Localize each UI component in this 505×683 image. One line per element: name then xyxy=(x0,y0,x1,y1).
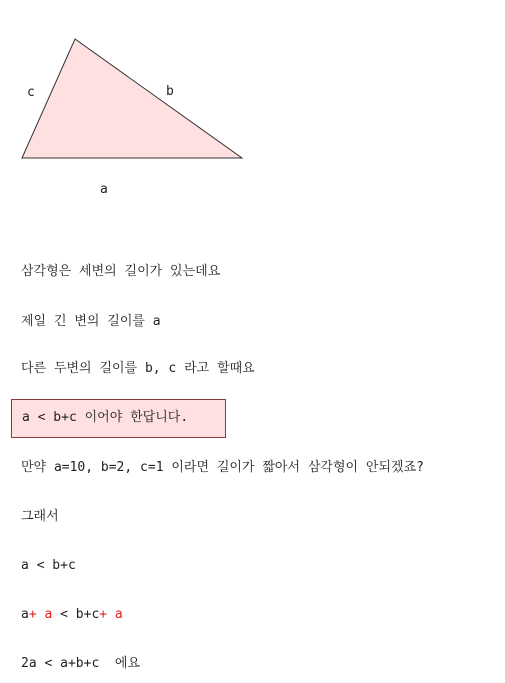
text-line-3: 다른 두변의 길이를 b, c 라고 할때요 xyxy=(21,361,255,376)
text-line-6: 그래서 xyxy=(21,509,59,524)
side-c-gap xyxy=(44,96,47,102)
text-line-8 xyxy=(21,606,123,624)
side-a-label: a xyxy=(100,182,108,197)
eq-plus-a-left: + a xyxy=(28,607,53,622)
text-line-2: 제일 긴 변의 길이를 a xyxy=(21,314,161,329)
text-line-5: 만약 a=10, b=2, c=1 이라면 길이가 짧아서 삼각형이 안되겠죠? xyxy=(21,460,424,475)
highlight-text: a < b+c 이어야 한답니다. xyxy=(22,410,189,425)
eq-a: a xyxy=(21,607,29,622)
side-b-label: b xyxy=(166,84,174,99)
highlight-box xyxy=(11,399,226,438)
text-line-9: 2a < a+b+c 에요 xyxy=(21,656,141,671)
side-c-label: c xyxy=(27,85,35,100)
eq-mid: < b+c xyxy=(52,607,100,622)
text-line-1: 삼각형은 세변의 길이가 있는데요 xyxy=(21,264,221,279)
triangle-shape xyxy=(22,39,242,158)
eq-plus-a-right: + a xyxy=(99,607,123,622)
triangle-diagram xyxy=(0,0,260,210)
text-line-7: a < b+c xyxy=(21,558,76,573)
